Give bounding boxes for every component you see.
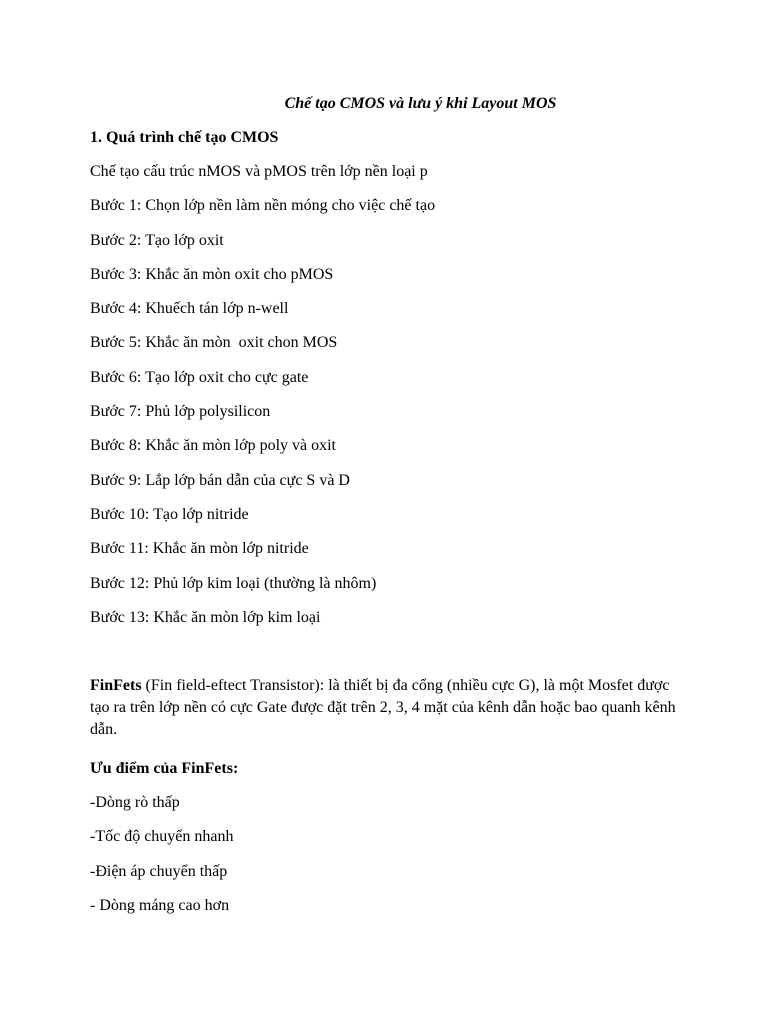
- list-item: Bước 4: Khuếch tán lớp n-well: [90, 300, 289, 318]
- list-item: -Điện áp chuyển thấp: [90, 862, 228, 880]
- advantages-list: [90, 792, 690, 929]
- list-item: Bước 11: Khắc ăn mòn lớp nitride: [90, 540, 309, 558]
- list-item: Bước 2: Tạo lớp oxit: [90, 231, 224, 249]
- list-item: Bước 1: Chọn lớp nền làm nền móng cho việc chế tạo: [90, 197, 436, 215]
- list-item: Bước 5: Khắc ăn mòn oxit chon MOS: [90, 334, 338, 352]
- list-item: Bước 7: Phủ lớp polysilicon: [90, 403, 271, 421]
- list-item: -Tốc độ chuyển nhanh: [90, 828, 234, 846]
- list-item: Bước 6: Tạo lớp oxit cho cực gate: [90, 368, 309, 386]
- finfet-term: FinFets: [90, 677, 142, 694]
- list-item: Bước 10: Tạo lớp nitride: [90, 505, 249, 523]
- list-item: Bước 8: Khắc ăn mòn lớp poly và oxit: [90, 437, 336, 455]
- list-item: Bước 13: Khắc ăn mòn lớp kim loại: [90, 608, 321, 626]
- list-item: Bước 12: Phủ lớp kim loại (thường là nhôm): [90, 574, 377, 592]
- advantages-heading: Ưu điểm của FinFets:: [90, 760, 239, 777]
- finfet-paragraph: [90, 675, 690, 741]
- list-item: Chế tạo cấu trúc nMOS và pMOS trên lớp nền loại p: [90, 163, 428, 180]
- list-item: -Dòng rò thấp: [90, 794, 180, 811]
- list-item: Bước 9: Lắp lớp bán dẫn của cực S và D: [90, 471, 350, 489]
- steps-list: [90, 161, 690, 641]
- list-item: Bước 3: Khắc ăn mòn oxit cho pMOS: [90, 265, 334, 283]
- document-title: Chế tạo CMOS và lưu ý khi Layout MOS: [284, 95, 557, 112]
- section-heading: 1. Quá trình chế tạo CMOS: [90, 129, 279, 146]
- list-item: - Dòng máng cao hơn: [90, 896, 230, 914]
- finfet-description: (Fin field-eftect Transistor): là thiết bị đa cổng (nhiều cực G), là một Mosfet được tạo ra trên lớp nền có cực Gate được đặt trên 2, 3, 4 mặt của kênh dẫn hoặc bao quanh kênh dẫn.: [90, 677, 676, 738]
